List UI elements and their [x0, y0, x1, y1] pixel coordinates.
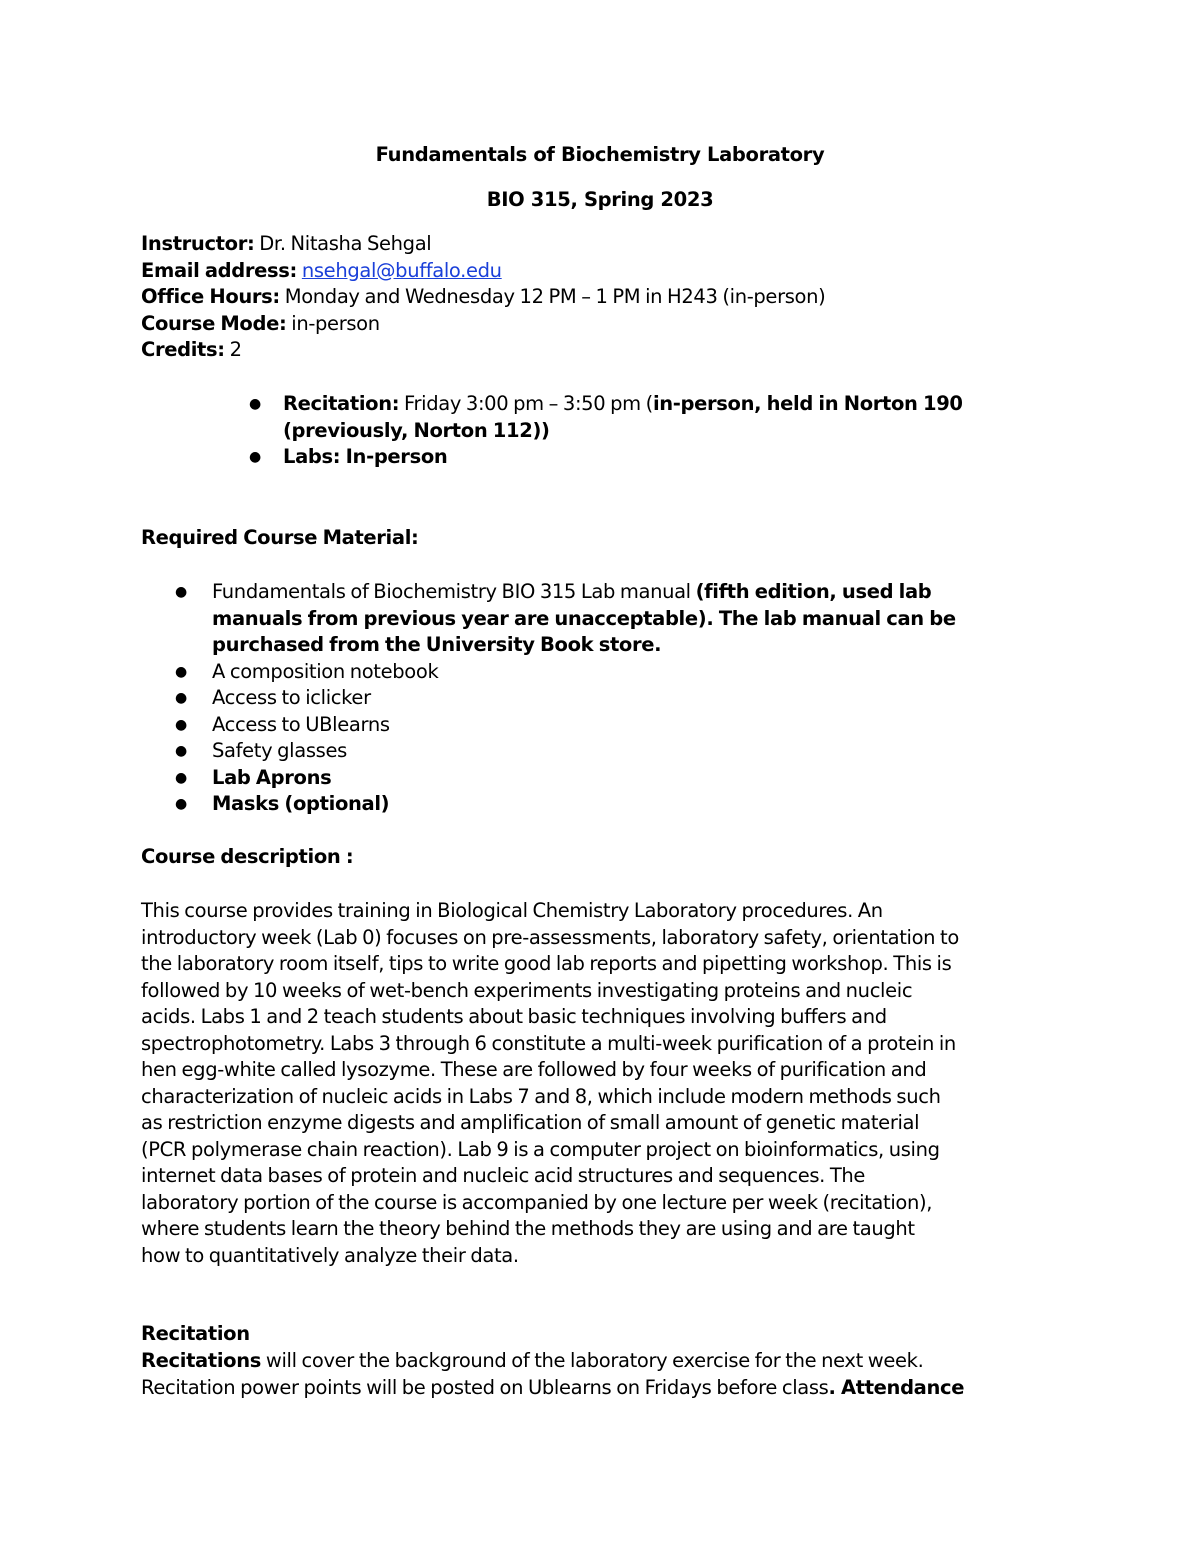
attendance-term: . Attendance [828, 1375, 965, 1399]
recitation-location-previous: (previously, Norton 112)) [283, 418, 550, 442]
list-item [175, 765, 956, 792]
lab-manual-edition: (fifth edition, used lab [695, 580, 932, 603]
description-line: (PCR polymerase chain reaction). Lab 9 is a computer project on bioinformatics, using [141, 1137, 940, 1161]
recitation-heading: Recitation [141, 1322, 250, 1345]
bullet-icon: ● [175, 716, 187, 733]
email-link[interactable]: nsehgal@buffalo.edu [301, 258, 502, 282]
recitation-line-1 [141, 1348, 1071, 1375]
office-hours-value: Monday and Wednesday 12 PM – 1 PM in H243 (in-person) [279, 285, 826, 308]
description-line: laboratory portion of the course is accompanied by one lecture per week (recitation), [141, 1190, 933, 1214]
materials-heading: Required Course Material: [141, 526, 419, 549]
email-label: Email address: [141, 258, 297, 282]
bullet-icon: ● [249, 449, 261, 465]
recitation-location: in-person, held in Norton 190 [652, 392, 963, 415]
bullet-icon: ● [175, 743, 187, 759]
recitation-label: Recitation: [283, 392, 400, 415]
description-line: where students learn the theory behind the methods they are using and are taught [141, 1217, 915, 1240]
description-line: This course provides training in Biological Chemistry Laboratory procedures. An [141, 899, 883, 922]
recitation-line-1-text: will cover the background of the laboratory exercise for the next week. [261, 1349, 924, 1372]
description-paragraph [141, 898, 1071, 1269]
course-info [141, 231, 825, 364]
description-line: followed by 10 weeks of wet-bench experiments investigating proteins and nucleic [141, 978, 913, 1002]
list-item [175, 659, 956, 686]
material-item-text: Masks (optional) [212, 792, 390, 815]
schedule-list [249, 391, 963, 471]
lab-manual-text: Fundamentals of Biochemistry BIO 315 Lab manual [212, 580, 696, 603]
materials-list [175, 579, 956, 818]
email-line [141, 258, 825, 285]
course-mode-value: in-person [286, 311, 380, 335]
recitation-time: Friday 3:00 pm – 3:50 pm ( [399, 392, 653, 415]
recitation-line-2 [141, 1375, 1071, 1402]
course-code: BIO 315, Spring 2023 [486, 188, 714, 211]
description-line: as restriction enzyme digests and amplification of small amount of genetic material [141, 1111, 920, 1134]
description-line: characterization of nucleic acids in Labs 7 and 8, which include modern methods such [141, 1084, 941, 1108]
bullet-icon: ● [175, 796, 187, 812]
description-line: spectrophotometry. Labs 3 through 6 constitute a multi-week purification of a protein in [141, 1031, 956, 1055]
description-line: internet data bases of protein and nucleic acid structures and sequences. The [141, 1164, 866, 1187]
recitation-line-2-text: Recitation power points will be posted on Ublearns on Fridays before class [141, 1375, 829, 1399]
instructor-line [141, 231, 825, 258]
lab-manual-purchase: purchased from the University Book store. [212, 633, 662, 656]
recitation-term: Recitations [141, 1349, 262, 1372]
description-heading: Course description : [141, 845, 354, 868]
office-hours-line [141, 284, 825, 311]
recitation-schedule-item [249, 391, 963, 444]
course-mode-label: Course Mode: [141, 311, 287, 335]
list-item [175, 685, 956, 712]
description-line: introductory week (Lab 0) focuses on pre-assessments, laboratory safety, orientation to [141, 925, 959, 949]
list-item [175, 712, 956, 739]
list-item [175, 738, 956, 765]
bullet-icon: ● [175, 663, 187, 680]
credits-value: 2 [224, 338, 242, 361]
material-item-text: Access to UBlearns [212, 712, 390, 736]
document-title: Fundamentals of Biochemistry Laboratory [375, 143, 825, 166]
material-item-text: Safety glasses [212, 739, 347, 762]
description-line: the laboratory room itself, tips to write good lab reports and pipetting workshop. This is [141, 952, 952, 975]
bullet-icon: ● [175, 769, 187, 786]
bullet-icon: ● [175, 584, 187, 600]
credits-line [141, 337, 825, 364]
course-mode-line [141, 311, 825, 338]
bullet-icon: ● [249, 396, 261, 412]
material-item-lab-manual [175, 579, 956, 659]
bullet-icon: ● [175, 690, 187, 706]
labs-schedule-item [249, 444, 963, 471]
material-item-text: Lab Aprons [212, 765, 332, 789]
list-item [175, 791, 956, 818]
description-line: hen egg-white called lysozyme. These are followed by four weeks of purification and [141, 1058, 927, 1081]
credits-label: Credits: [141, 338, 225, 361]
recitation-paragraph [141, 1348, 1071, 1401]
material-item-text: Access to iclicker [212, 686, 371, 709]
labs-mode: Labs: In-person [283, 445, 448, 468]
instructor-value: Dr. Nitasha Sehgal [254, 232, 432, 255]
instructor-label: Instructor: [141, 232, 255, 255]
office-hours-label: Office Hours: [141, 285, 280, 308]
material-item-text: A composition notebook [212, 659, 439, 683]
description-line: how to quantitatively analyze their data. [141, 1243, 519, 1267]
lab-manual-note: manuals from previous year are unacceptable). The lab manual can be [212, 606, 956, 630]
description-line: acids. Labs 1 and 2 teach students about basic techniques involving buffers and [141, 1005, 887, 1028]
